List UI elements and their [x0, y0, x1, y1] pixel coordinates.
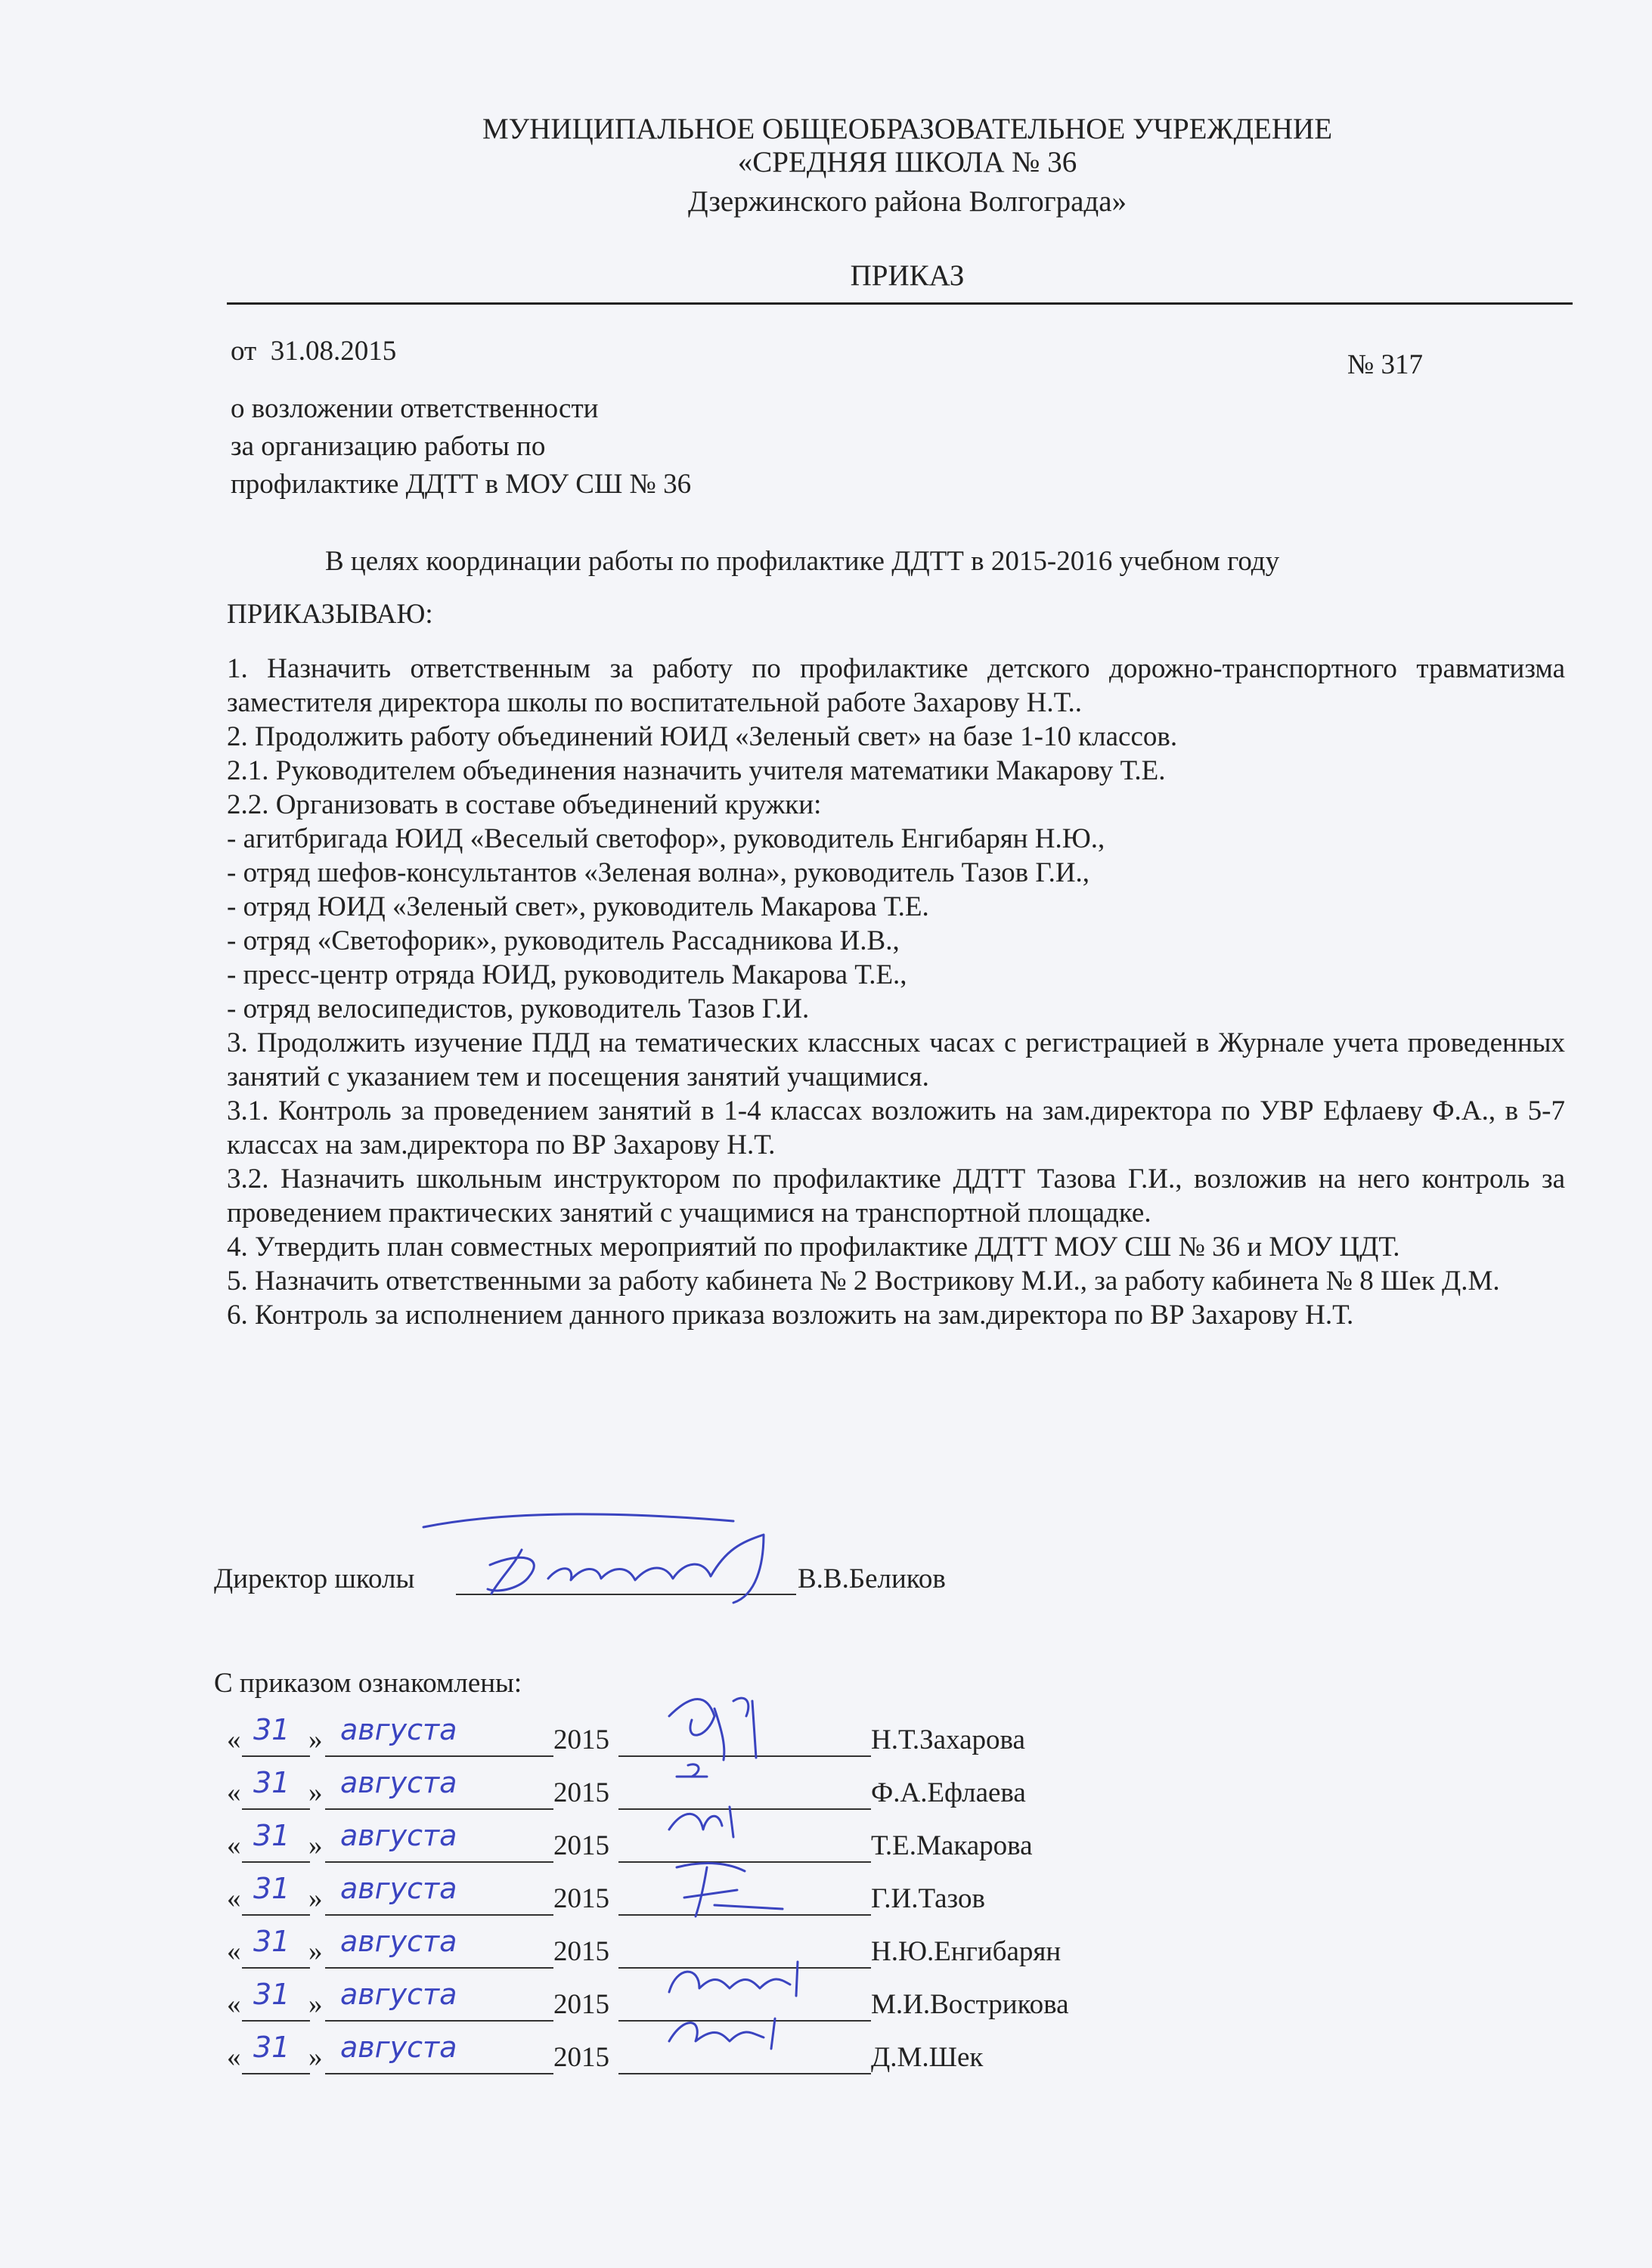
ack-name: Д.М.Шек [871, 2042, 984, 2073]
quote-open: « [227, 1936, 241, 1967]
ack-day: 31 [253, 1872, 290, 1905]
blank-underline [242, 2020, 310, 2022]
quote-close: » [308, 2042, 323, 2073]
acknowledged-label: С приказом ознакомлены: [214, 1668, 522, 1699]
blank-underline [325, 1861, 553, 1863]
order-item: 3.2. Назначить школьным инструктором по профилактике ДДТТ Тазова Г.И., возложив на него контроль за проведением практических занятий с учащимися на транспортной площадке. [227, 1163, 1565, 1228]
order-item: 2.2. Организовать в составе объединений кружки: [227, 789, 822, 820]
ack-month: августа [340, 1766, 457, 1799]
header-divider [227, 302, 1573, 305]
order-item: 5. Назначить ответственными за работу кабинета № 2 Вострикову М.И., за работу кабинета № 8 Шек Д.М. [227, 1266, 1500, 1297]
director-name: В.В.Беликов [798, 1563, 946, 1594]
ack-day: 31 [253, 1713, 290, 1746]
ack-name: Т.Е.Макарова [871, 1830, 1033, 1861]
quote-close: » [308, 1830, 323, 1861]
quote-open: « [227, 1724, 241, 1755]
ack-name: Ф.А.Ефлаева [871, 1777, 1026, 1808]
quote-open: « [227, 2042, 241, 2073]
order-item: 1. Назначить ответственным за работу по профилактике детского дорожно-транспортного травматизма заместителя директора школы по воспитательной работе Захарову Н.Т.. [227, 653, 1565, 718]
quote-close: » [308, 1989, 323, 2020]
ack-month: августа [340, 1819, 457, 1852]
ack-name: Г.И.Тазов [871, 1883, 985, 1914]
document-type-title: ПРИКАЗ [850, 259, 965, 292]
ack-signature [662, 1845, 828, 1928]
ack-month: августа [340, 1978, 457, 2011]
institution-line-2: «СРЕДНЯЯ ШКОЛА № 36 [737, 146, 1077, 178]
order-item: 2.1. Руководителем объединения назначить учителя математики Макарову Т.Е. [227, 755, 1166, 786]
ack-signature [662, 2003, 828, 2087]
blank-underline [325, 1914, 553, 1916]
order-number: № 317 [1347, 349, 1424, 380]
blank-underline [242, 1755, 310, 1757]
subject-line-3: профилактике ДДТТ в МОУ СШ № 36 [231, 469, 692, 500]
ack-month: августа [340, 1925, 457, 1958]
quote-close: » [308, 1777, 323, 1808]
order-item: - отряд шефов-консультантов «Зеленая волна», руководитель Тазов Г.И., [227, 857, 1090, 888]
blank-underline [242, 2073, 310, 2074]
institution-line-1: МУНИЦИПАЛЬНОЕ ОБЩЕОБРАЗОВАТЕЛЬНОЕ УЧРЕЖДЕНИЕ [482, 113, 1333, 145]
preamble: В целях координации работы по профилактике ДДТТ в 2015-2016 учебном году [325, 546, 1280, 577]
date-label: от [231, 336, 257, 367]
ack-day: 31 [253, 1819, 290, 1852]
order-item: - отряд велосипедистов, руководитель Тазов Г.И. [227, 993, 810, 1024]
quote-close: » [308, 1724, 323, 1755]
ack-month: августа [340, 1713, 457, 1746]
ack-name: Н.Т.Захарова [871, 1724, 1025, 1755]
director-signature [408, 1504, 832, 1610]
quote-open: « [227, 1883, 241, 1914]
ack-year: 2015 [553, 1883, 609, 1914]
ack-year: 2015 [553, 1830, 609, 1861]
institution-line-3: Дзержинского района Волгограда» [687, 185, 1127, 218]
order-item: 3.1. Контроль за проведением занятий в 1-4 классах возложить на зам.директора по УВР Ефлаеву Ф.А., в 5-7 классах на зам.директора по ВР Захарову Н.Т. [227, 1095, 1565, 1160]
order-item: 4. Утвердить план совместных мероприятий по профилактике ДДТТ МОУ СШ № 36 и МОУ ЦДТ. [227, 1232, 1400, 1263]
order-items [227, 652, 1565, 1332]
blank-underline [325, 1755, 553, 1757]
order-item: - отряд ЮИД «Зеленый свет», руководитель Макарова Т.Е. [227, 891, 929, 922]
ack-day: 31 [253, 1925, 290, 1958]
blank-underline [242, 1914, 310, 1916]
quote-open: « [227, 1989, 241, 2020]
director-label: Директор школы [214, 1563, 415, 1594]
order-word: ПРИКАЗЫВАЮ: [227, 599, 433, 630]
blank-underline [325, 1808, 553, 1810]
quote-open: « [227, 1777, 241, 1808]
quote-close: » [308, 1883, 323, 1914]
order-item: 3. Продолжить изучение ПДД на тематических классных часах с регистрацией в Журнале учета проведенных занятий с указанием тем и посещения занятий учащимися. [227, 1027, 1565, 1092]
ack-year: 2015 [553, 2042, 609, 2073]
ack-day: 31 [253, 2031, 290, 2064]
ack-name: Н.Ю.Енгибарян [871, 1936, 1062, 1967]
ack-name: М.И.Вострикова [871, 1989, 1069, 2020]
ack-year: 2015 [553, 1936, 609, 1967]
ack-day: 31 [253, 1978, 290, 2011]
blank-underline [242, 1808, 310, 1810]
order-item: - отряд «Светофорик», руководитель Рассадникова И.В., [227, 925, 900, 956]
order-item: 6. Контроль за исполнением данного приказа возложить на зам.директора по ВР Захарову Н.Т. [227, 1300, 1354, 1331]
blank-underline [242, 1861, 310, 1863]
date-value: 31.08.2015 [270, 336, 397, 367]
ack-month: августа [340, 1872, 457, 1905]
ack-year: 2015 [553, 1989, 609, 2020]
ack-year: 2015 [553, 1724, 609, 1755]
order-date [231, 334, 396, 368]
ack-month: августа [340, 2031, 457, 2064]
blank-underline [325, 2020, 553, 2022]
order-item: 2. Продолжить работу объединений ЮИД «Зеленый свет» на базе 1-10 классов. [227, 721, 1178, 752]
blank-underline [242, 1967, 310, 1969]
quote-open: « [227, 1830, 241, 1861]
ack-day: 31 [253, 1766, 290, 1799]
order-item: - пресс-центр отряда ЮИД, руководитель Макарова Т.Е., [227, 959, 907, 990]
order-item: - агитбригада ЮИД «Веселый светофор», руководитель Енгибарян Н.Ю., [227, 823, 1105, 854]
ack-year: 2015 [553, 1777, 609, 1808]
subject-line-1: о возложении ответственности [231, 393, 599, 424]
quote-close: » [308, 1936, 323, 1967]
subject-line-2: за организацию работы по [231, 431, 546, 462]
blank-underline [325, 2073, 553, 2074]
blank-underline [325, 1967, 553, 1969]
